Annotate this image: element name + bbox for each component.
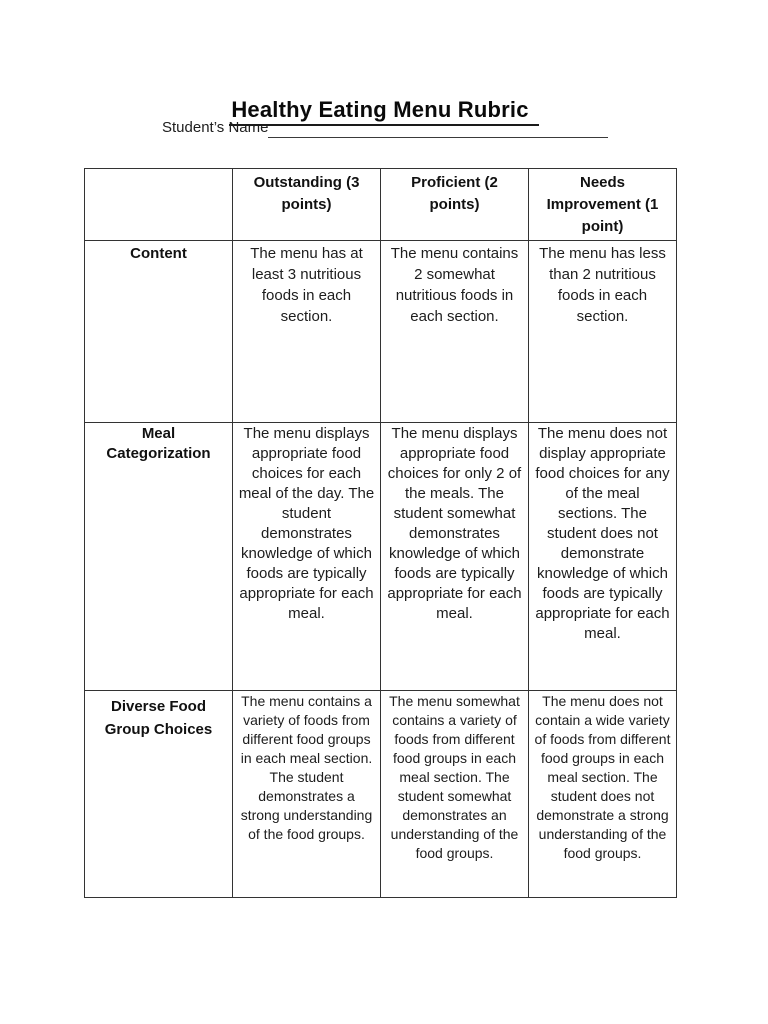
rubric-cell-content-needs-improvement: The menu has less than 2 nutritious foods in each section. <box>529 241 677 423</box>
student-name-row <box>162 118 608 138</box>
student-name-label: Student’s Name <box>162 119 269 136</box>
rubric-cell-content-proficient: The menu contains 2 somewhat nutritious foods in each section. <box>381 241 529 423</box>
table-row-diverse-food-group-choices <box>85 691 677 898</box>
rubric-cell-content-outstanding: The menu has at least 3 nutritious foods in each section. <box>233 241 381 423</box>
column-header-needs-improvement: Needs Improvement (1 point) <box>529 169 677 241</box>
header-row <box>85 169 677 241</box>
criterion-label-diverse-food-group-choices: Diverse Food Group Choices <box>85 691 233 898</box>
table-row-meal-categorization <box>85 423 677 691</box>
rubric-cell-diverse-proficient: The menu somewhat contains a variety of foods from different food groups in each meal section. The student somewhat demonstrates an understanding of the food groups. <box>381 691 529 898</box>
rubric-cell-meal-outstanding: The menu displays appropriate food choices for each meal of the day. The student demonstrates knowledge of which foods are typically appropriate for each meal. <box>233 423 381 691</box>
page-title-text: Healthy Eating Menu Rubric <box>229 98 538 126</box>
rubric-cell-meal-needs-improvement: The menu does not display appropriate food choices for any of the meal sections. The student does not demonstrate knowledge of which foods are typically appropriate for each meal. <box>529 423 677 691</box>
table-row-content <box>85 241 677 423</box>
student-name-blank-line <box>268 119 608 138</box>
rubric-cell-diverse-outstanding: The menu contains a variety of foods from different food groups in each meal section. The student demonstrates a strong understanding of the food groups. <box>233 691 381 898</box>
criterion-header-cell <box>85 169 233 241</box>
criterion-label-content: Content <box>85 241 233 423</box>
rubric-cell-diverse-needs-improvement: The menu does not contain a wide variety of foods from different food groups in each meal section. The student does not demonstrate a strong understanding of the food groups. <box>529 691 677 898</box>
rubric-cell-meal-proficient: The menu displays appropriate food choices for only 2 of the meals. The student somewhat demonstrates knowledge of which foods are typically appropriate for each meal. <box>381 423 529 691</box>
criterion-label-meal-categorization: Meal Categorization <box>85 423 233 691</box>
rubric-table <box>84 168 677 898</box>
column-header-proficient: Proficient (2 points) <box>381 169 529 241</box>
column-header-outstanding: Outstanding (3 points) <box>233 169 381 241</box>
